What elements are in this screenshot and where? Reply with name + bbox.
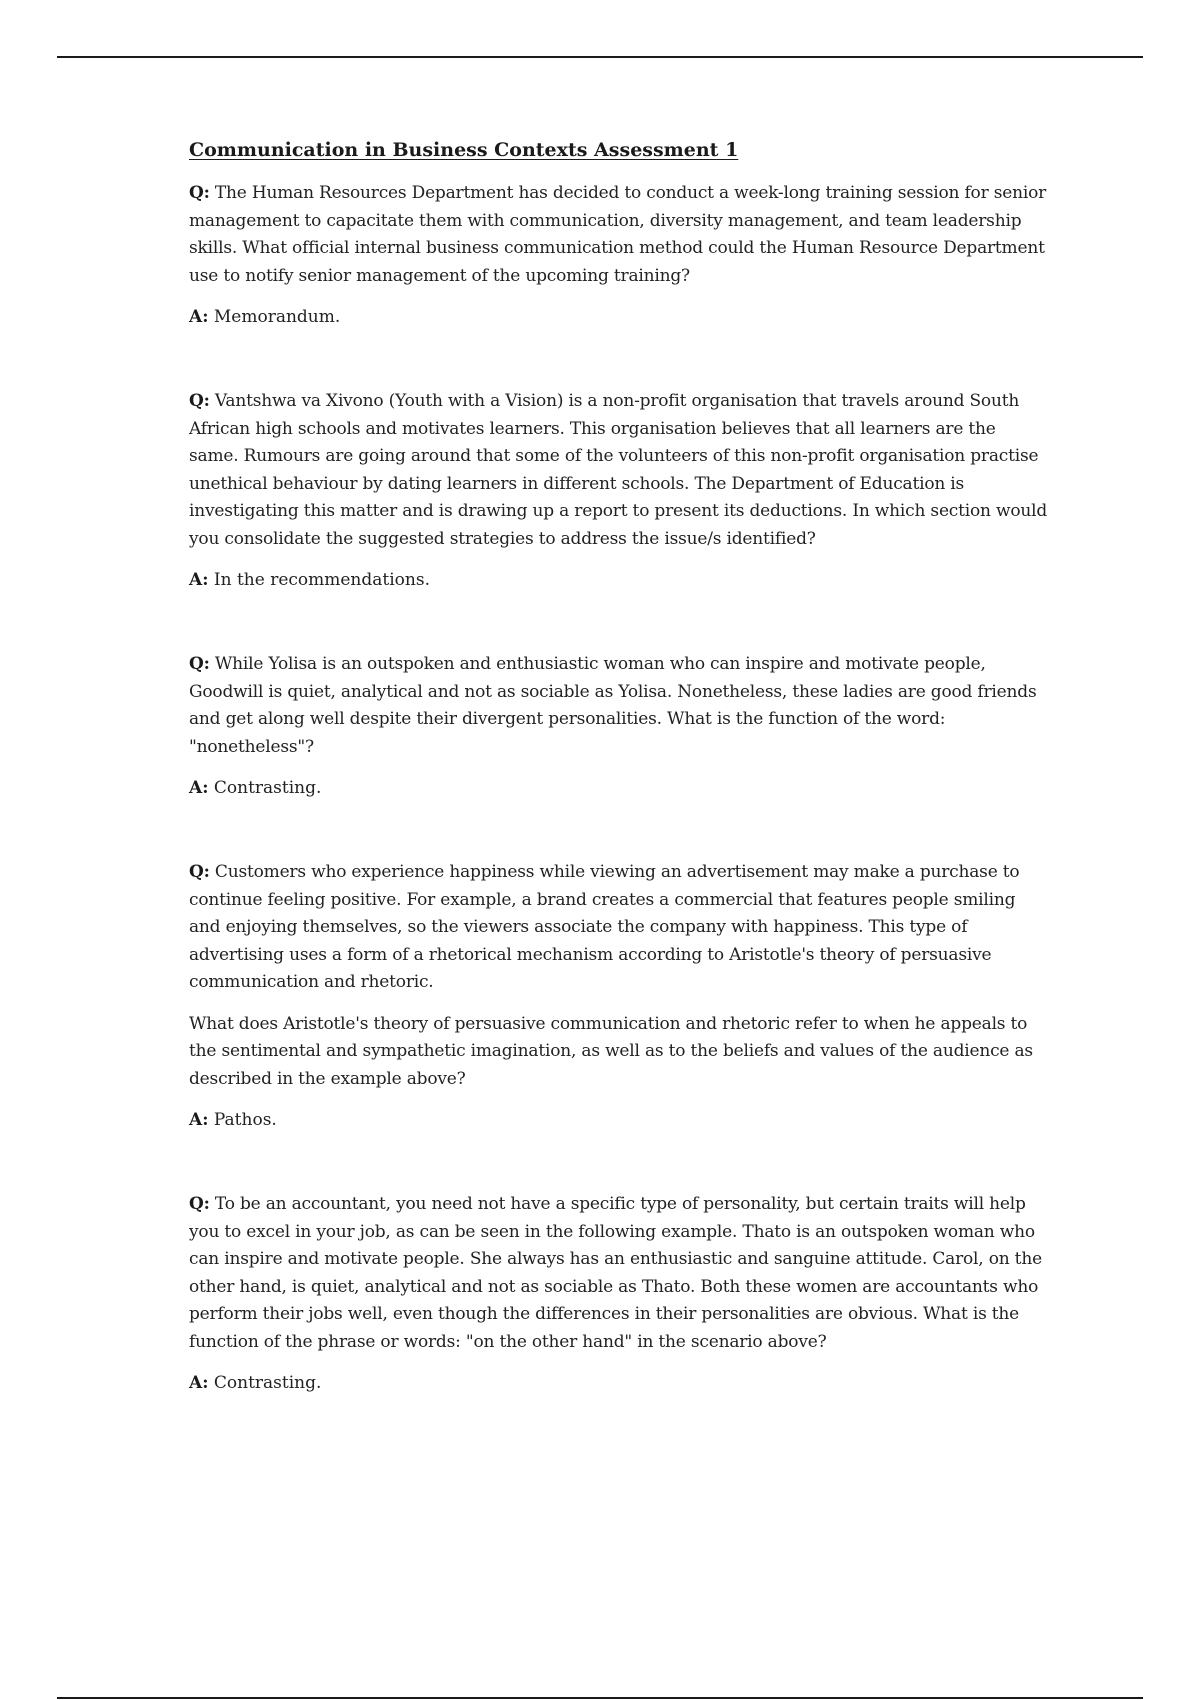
question-2 [189,388,1049,553]
question-1 [189,180,1049,290]
document-body [189,136,1049,1454]
answer-2-text: In the recommendations. [213,570,430,590]
answer-label: A: [189,307,209,327]
question-label: Q: [189,1194,210,1214]
header-rule [57,56,1143,58]
qa-item-2 [189,388,1049,594]
question-2-text: Vantshwa va Xivono (Youth with a Vision) is a non-profit organisation that travels around South African high schools and motivates learners. This organisation believes that all learners are the same. Rumours are going around that some of the volunteers of this non-profit organisation practise unethical behaviour by dating learners in different schools. The Department of Education is investigating this matter and is drawing up a report to present its deductions. In which section would you consolidate the suggested strategies to address the issue/s identified? [189,391,1048,549]
question-4-text: Customers who experience happiness while viewing an advertisement may make a purchase to continue feeling positive. For example, a brand creates a commercial that features people smiling and enjoying themselves, so the viewers associate the company with happiness. This type of advertising uses a form of a rhetorical mechanism according to Aristotle's theory of persuasive communication and rhetoric. [189,862,1020,992]
answer-3-text: Contrasting. [213,778,322,798]
qa-item-4 [189,859,1049,1134]
qa-item-5 [189,1191,1049,1397]
answer-4-text: Pathos. [213,1110,277,1130]
question-5-text: To be an accountant, you need not have a specific type of personality, but certain traits will help you to excel in your job, as can be seen in the following example. Thato is an outspoken woman who can inspire and motivate people. She always has an enthusiastic and sanguine attitude. Carol, on the other hand, is quiet, analytical and not as sociable as Thato. Both these women are accountants who perform their jobs well, even though the differences in their personalities are obvious. What is the function of the phrase or words: "on the other hand" in the scenario above? [189,1194,1042,1352]
answer-label: A: [189,1373,209,1393]
answer-5 [189,1370,1049,1397]
answer-3 [189,775,1049,802]
question-label: Q: [189,862,210,882]
answer-label: A: [189,778,209,798]
question-3 [189,651,1049,761]
answer-4 [189,1107,1049,1134]
question-1-text: The Human Resources Department has decided to conduct a week-long training session for senior management to capacitate them with communication, diversity management, and team leadership skills. What official internal business communication method could the Human Resource Department use to notify senior management of the upcoming training? [189,183,1047,286]
answer-1 [189,304,1049,331]
answer-label: A: [189,570,209,590]
question-4-followup: What does Aristotle's theory of persuasive communication and rhetoric refer to when he appeals to the sentimental and sympathetic imagination, as well as to the beliefs and values of the audience as described in the example above? [189,1013,1033,1089]
answer-1-text: Memorandum. [213,307,341,327]
qa-item-1 [189,180,1049,331]
question-label: Q: [189,183,210,203]
answer-2 [189,567,1049,594]
question-label: Q: [189,654,210,674]
question-4 [189,859,1049,997]
question-label: Q: [189,391,210,411]
document-title: Communication in Business Contexts Assessment 1 [189,139,739,161]
qa-item-3 [189,651,1049,802]
answer-5-text: Contrasting. [213,1373,322,1393]
question-5 [189,1191,1049,1356]
answer-label: A: [189,1110,209,1130]
footer-rule [57,1697,1143,1699]
question-3-text: While Yolisa is an outspoken and enthusiastic woman who can inspire and motivate people, Goodwill is quiet, analytical and not as sociable as Yolisa. Nonetheless, these ladies are good friends and get along well despite their divergent personalities. What is the function of the word: "nonetheless"? [189,654,1037,757]
